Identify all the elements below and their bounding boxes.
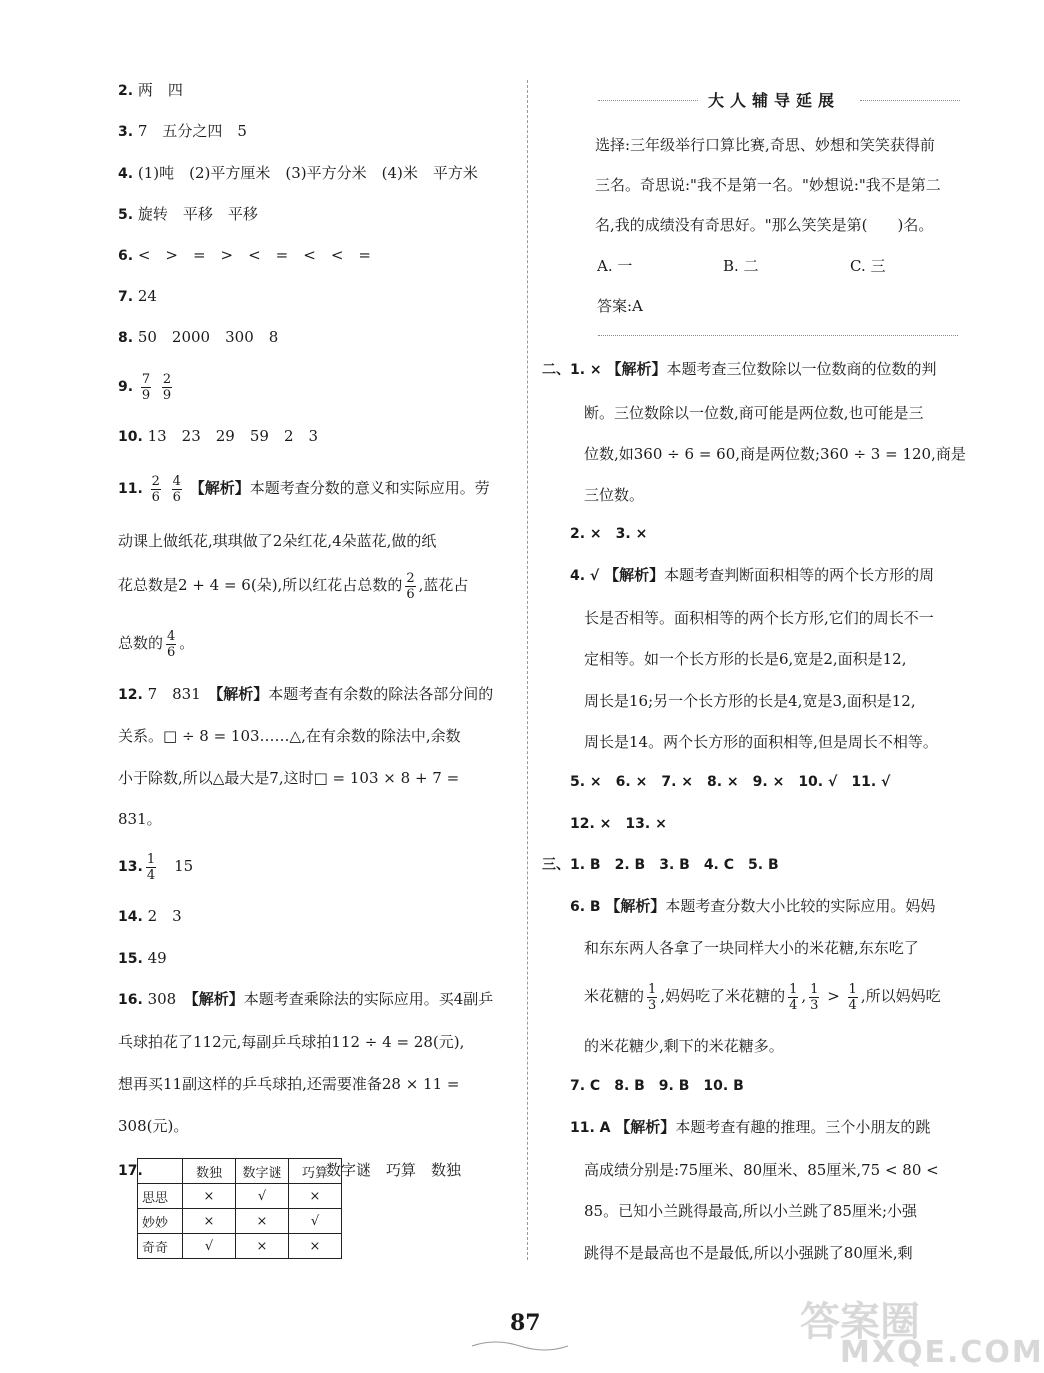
answer-s2-4-line3: 定相等。如一个长方形的长是6,宽是2,面积是12, <box>584 650 907 668</box>
fraction: $\frac{1}{4}$ <box>848 981 857 1013</box>
extension-text: 选择:三年级举行口算比赛,奇思、妙想和笑笑获得前 <box>595 136 935 154</box>
fraction: $\frac{4}{6}$ <box>167 628 176 660</box>
table-row <box>138 1209 342 1234</box>
table-cell: × <box>289 1184 342 1209</box>
answer-s3-7-10: 7. C 8. B 9. B 10. B <box>570 1078 744 1094</box>
fraction: $\frac{1}{3}$ <box>648 981 657 1013</box>
answer-9: 9. $\frac{7}{9}$ $\frac{2}{9}$ <box>118 371 172 403</box>
answer-10: 10. 13 23 29 59 2 3 <box>118 427 319 445</box>
extension-text: 名,我的成绩没有奇思好。"那么笑笑是第( )名。 <box>595 216 934 234</box>
table-row <box>138 1234 342 1259</box>
answer-s3-6-line3: 米花糖的 $\frac{1}{3}$ ,妈妈吃了米花糖的 $\frac{1}{4}$ , $\frac{1}{3}$ > $\frac{1}{4}$ ,所以妈妈吃 <box>584 981 941 1013</box>
fraction: $\frac{2}{9}$ <box>162 371 172 403</box>
table-cell: 数字谜 <box>236 1159 289 1184</box>
answer-17-num: 17. <box>118 1163 143 1179</box>
answer-s3-11-line3: 85。已知小兰跳得最高,所以小兰跳了85厘米;小强 <box>584 1202 917 1220</box>
answer-11-line2: 动课上做纸花,琪琪做了2朵红花,4朵蓝花,做的纸 <box>118 532 437 550</box>
column-divider <box>527 80 528 1260</box>
answer-2: 2. 两 四 <box>118 81 183 99</box>
answer-s2-1-line4: 三位数。 <box>584 486 645 504</box>
answer-s3-6-line1: 6. B 【解析】本题考查分数大小比较的实际应用。妈妈 <box>570 897 936 915</box>
fraction: $\frac{1}{3}$ <box>810 981 819 1013</box>
extension-text: 三名。奇思说:"我不是第一名。"妙想说:"我不是第二 <box>595 176 941 194</box>
fraction: $\frac{1}{4}$ <box>789 981 798 1013</box>
answer-13: 13. $\frac{1}{4}$ 15 <box>118 851 194 883</box>
answer-s2-1-line3: 位数,如360 ÷ 6 = 60,商是两位数;360 ÷ 3 = 120,商是 <box>584 445 966 463</box>
answer-12-line1: 12. 7 831 【解析】本题考查有余数的除法各部分间的 <box>118 685 494 703</box>
fraction: $\frac{2}{6}$ <box>406 570 415 602</box>
answer-s2-4-line1: 4. √ 【解析】本题考查判断面积相等的两个长方形的周 <box>570 566 935 584</box>
table-cell <box>138 1159 183 1184</box>
table-cell: √ <box>236 1184 289 1209</box>
answer-17-text: 数字谜 巧算 数独 <box>326 1161 462 1179</box>
table-cell: 妙妙 <box>138 1209 183 1234</box>
fraction: $\frac{1}{4}$ <box>146 851 156 883</box>
answer-s2-4-line5: 周长是14。两个长方形的面积相等,但是周长不相等。 <box>584 733 938 751</box>
answer-s3-6-line4: 的米花糖少,剩下的米花糖多。 <box>584 1037 784 1055</box>
divider-dotted <box>860 100 960 101</box>
divider-dotted <box>598 100 698 101</box>
fraction: $\frac{2}{6}$ <box>151 473 160 505</box>
table-cell: × <box>236 1234 289 1259</box>
table-cell: 数独 <box>183 1159 236 1184</box>
answer-s3-11-line4: 跳得不是最高也不是最低,所以小强跳了80厘米,剩 <box>584 1244 913 1262</box>
watermark-site: MXQE.COM <box>840 1335 1044 1370</box>
answer-12-line2: 关系。□ ÷ 8 = 103……△,在有余数的除法中,余数 <box>118 727 461 745</box>
answer-16-line2: 乓球拍花了112元,每副乒乓球拍112 ÷ 4 = 28(元), <box>118 1033 465 1051</box>
answer-11-line4: 总数的 $\frac{4}{6}$ 。 <box>118 628 195 660</box>
option-a: A. 一 <box>597 257 633 275</box>
answer-12-line3: 小于除数,所以△最大是7,这时□ = 103 × 8 + 7 = <box>118 769 460 787</box>
extension-title: 大人辅导延展 <box>708 91 841 110</box>
table-cell: √ <box>183 1234 236 1259</box>
answer-s2-12-13: 12. × 13. × <box>570 816 667 832</box>
table-cell: × <box>183 1209 236 1234</box>
extension-answer: 答案:A <box>597 297 643 315</box>
answer-s2-2-3: 2. × 3. × <box>570 526 648 542</box>
answer-16-line3: 想再买11副这样的乒乓球拍,还需要准备28 × 11 = <box>118 1075 460 1093</box>
option-c: C. 三 <box>850 257 886 275</box>
answer-11-line1: 11. $\frac{2}{6}$ $\frac{4}{6}$ 【解析】本题考查分数的意义和实际应用。劳 <box>118 473 490 505</box>
answer-s2-1-line1: 二、1. × 【解析】本题考查三位数除以一位数商的位数的判 <box>542 360 937 378</box>
page-ornament <box>470 1338 570 1352</box>
answer-8: 8. 50 2000 300 8 <box>118 328 279 346</box>
answer-7: 7. 24 <box>118 287 157 305</box>
answer-16-line4: 308(元)。 <box>118 1117 189 1135</box>
answer-s3-11-line2: 高成绩分别是:75厘米、80厘米、85厘米,75 < 80 < <box>584 1161 939 1179</box>
answer-14: 14. 2 3 <box>118 907 182 925</box>
answer-5: 5. 旋转 平移 平移 <box>118 205 258 223</box>
answer-s3-11-line1: 11. A 【解析】本题考查有趣的推理。三个小朋友的跳 <box>570 1118 931 1136</box>
answer-s2-1-line2: 断。三位数除以一位数,商可能是两位数,也可能是三 <box>584 404 924 422</box>
answer-12-line4: 831。 <box>118 810 162 828</box>
answer-s2-5-11: 5. × 6. × 7. × 8. × 9. × 10. √ 11. √ <box>570 774 891 790</box>
fraction: $\frac{7}{9}$ <box>141 371 151 403</box>
answer-11-line3: 花总数是2 + 4 = 6(朵),所以红花占总数的 $\frac{2}{6}$ ,蓝花占 <box>118 570 469 602</box>
watermark-logo: 答案圈 <box>800 1299 920 1345</box>
option-b: B. 二 <box>723 257 759 275</box>
page-number: 87 <box>510 1310 541 1336</box>
answer-15: 15. 49 <box>118 949 167 967</box>
answer-16-line1: 16. 308 【解析】本题考查乘除法的实际应用。买4副乒 <box>118 990 494 1008</box>
divider-dotted <box>598 335 958 336</box>
table-cell: √ <box>289 1209 342 1234</box>
answer-s3-6-line2: 和东东两人各拿了一块同样大小的米花糖,东东吃了 <box>584 939 919 957</box>
table-cell: × <box>289 1234 342 1259</box>
answer-3: 3. 7 五分之四 5 <box>118 122 247 140</box>
fraction: $\frac{4}{6}$ <box>172 473 181 505</box>
answer-s2-4-line2: 长是否相等。面积相等的两个长方形,它们的周长不一 <box>584 609 934 627</box>
table-cell: × <box>236 1209 289 1234</box>
answer-s2-4-line4: 周长是16;另一个长方形的长是4,宽是3,面积是12, <box>584 692 916 710</box>
answer-17-table <box>137 1158 342 1259</box>
table-cell: 奇奇 <box>138 1234 183 1259</box>
answer-4: 4. (1)吨 (2)平方厘米 (3)平方分米 (4)米 平方米 <box>118 164 478 182</box>
table-header-row <box>138 1159 342 1184</box>
table-row <box>138 1184 342 1209</box>
answer-s3-1-5: 三、1. B 2. B 3. B 4. C 5. B <box>542 857 779 873</box>
table-cell: 巧算 <box>289 1159 342 1184</box>
table-cell: × <box>183 1184 236 1209</box>
answer-6: 6. < > = > < = < < = <box>118 246 371 264</box>
table-cell: 思思 <box>138 1184 183 1209</box>
